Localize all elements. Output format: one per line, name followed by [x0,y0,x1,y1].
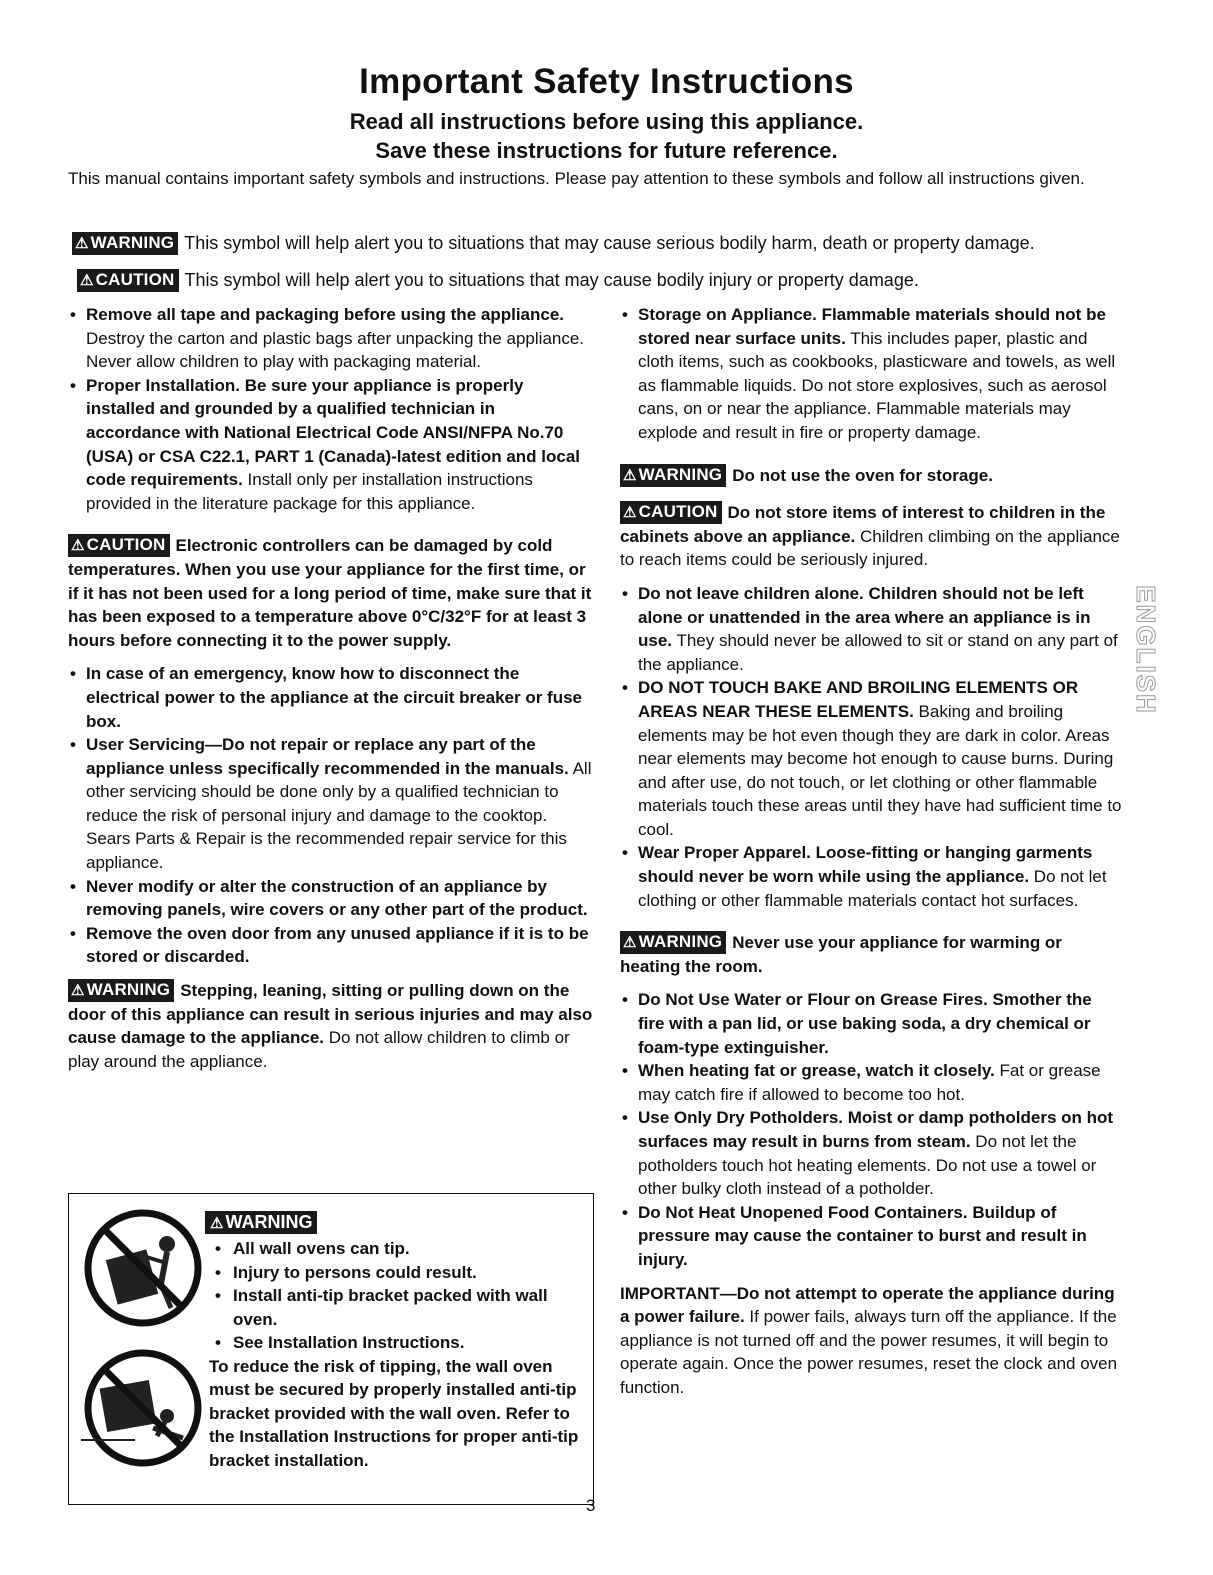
bullet-icon: • [70,305,76,324]
page-number: 3 [586,1496,596,1515]
caution-cabinets-para: ⚠ CAUTION Do not store items of interest to children in the cabinets above an appliance. Children climbing on the appliance to reach items could be seriously injured. [620,502,1120,570]
side-language-label [1127,580,1161,720]
important-power-failure-para: IMPORTANT—Do not attempt to operate the appliance during a power failure. If power fails, always turn off the appliance. If the appliance is not turned off and the power resumes, it will begin to operate again. Once the power resumes, reset the clock and oven function. [620,1283,1118,1397]
caution-electronic-para: ⚠ CAUTION Electronic controllers can be damaged by cold temperatures. When you use your appliance for the first time, or if it has not been used for a long period of time, make sure that it has been exposed to a temperature above 0°C/32°F for at least 3 hours before connecting it to the power supply. [68,535,592,650]
caution-badge: ⚠ CAUTION [68,534,170,557]
warning-badge: ⚠ WARNING [205,1211,317,1234]
bullet-icon: • [622,583,628,603]
right-column [620,303,1122,1400]
subtitle-read: Read all instructions before using this appliance. [349,109,864,134]
bullet-icon: • [215,1333,221,1352]
list-item: • In case of an emergency, know how to disconnect the electrical power to the appliance at the circuit breaker or fuse box. [70,664,582,731]
bullet-icon: • [70,664,76,684]
bullet-icon: • [622,843,628,863]
warning-badge: ⚠ WARNING [620,464,726,487]
warning-symbol-desc: This symbol will help alert you to situations that may cause serious bodily harm, death or property damage. [184,233,1035,253]
child-on-door-prohibited-icon [81,1346,206,1471]
bullet-icon: • [215,1286,221,1305]
list-item: • Injury to persons could result. [209,1261,587,1285]
warning-heating-para: ⚠ WARNING Never use your appliance for warming or heating the room. [620,932,1062,976]
warning-badge: ⚠ WARNING [72,232,178,255]
list-item: • Do not leave children alone. Children should not be left alone or unattended in the area where an appliance is in use. They should never be allowed to sit or stand on any part of the appliance. [622,583,1118,674]
list-item: • See Installation Instructions. [209,1331,587,1355]
list-item: • Remove the oven door from any unused appliance if it is to be stored or discarded. [70,923,589,967]
bullet-icon: • [70,876,76,896]
list-item: • Never modify or alter the construction of an appliance by removing panels, wire covers or any other part of the product. [70,876,588,920]
list-item: • Do Not Use Water or Flour on Grease Fires. Smother the fire with a pan lid, or use baking soda, a dry chemical or foam-type extinguisher. [622,990,1092,1057]
list-item: • Storage on Appliance. Flammable materials should not be stored near surface units. This includes paper, plastic and cloth items, such as cookbooks, plasticware and towels, as well as flammable liquids. Do not store explosives, such as aerosol cans, on or near the appliance. Flammable materials may explode and result in fire or property damage. [622,305,1116,442]
bullet-icon: • [622,1061,628,1081]
caution-badge: ⚠ CAUTION [620,501,722,524]
anti-tip-instruction: To reduce the risk of tipping, the wall oven must be secured by properly installed anti-tip bracket provided with the wall oven. Refer to the Installation Instructions for proper anti-tip bracket installation. [209,1356,579,1470]
caution-symbol-desc: This symbol will help alert you to situations that may cause bodily injury or property damage. [184,270,919,290]
caution-badge: ⚠ CAUTION [77,269,179,292]
caution-triangle-icon: ⚠ [623,504,637,522]
list-item: • Install anti-tip bracket packed with wall oven. [215,1286,548,1329]
svg-text:ENGLISH: ENGLISH [1131,585,1161,715]
warning-triangle-icon: ⚠ [75,235,89,252]
bullet-icon: • [622,305,628,324]
bullet-icon: • [215,1262,221,1282]
bullet-icon: • [622,1202,628,1222]
bullet-icon: • [622,678,628,698]
list-item: • Do Not Heat Unopened Food Containers. Buildup of pressure may cause the container to burst and result in injury. [622,1202,1087,1269]
caution-symbol-line [77,268,919,292]
warning-triangle-icon: ⚠ [623,934,637,952]
caution-triangle-icon: ⚠ [80,272,94,289]
list-item: • Wear Proper Apparel. Loose-fitting or hanging garments should never be worn while using the appliance. Do not let clothing or other flammable materials contact hot surfaces. [622,843,1107,910]
caution-triangle-icon: ⚠ [71,537,85,555]
list-item: • DO NOT TOUCH BAKE AND BROILING ELEMENTS OR AREAS NEAR THESE ELEMENTS. Baking and broiling elements may be hot even though they are dark in color. Areas near elements may become hot enough to cause burns. During and after use, do not touch, or let clothing or other flammable materials touch these areas until they have had sufficient time to cool. [622,678,1122,839]
warning-triangle-icon: ⚠ [210,1215,224,1232]
anti-tip-text [209,1237,587,1472]
list-item: • Remove all tape and packaging before using the appliance. Destroy the carton and plastic bags after unpacking the appliance. Never allow children to play with packaging material. [70,305,585,372]
bullet-icon: • [215,1239,221,1258]
list-item: • All wall ovens can tip. [209,1237,587,1261]
bullet-icon: • [622,990,628,1010]
anti-tip-warning-box [68,1193,594,1505]
bullet-icon: • [622,1108,628,1128]
bullet-icon: • [70,375,76,395]
warning-badge: ⚠ WARNING [620,931,726,954]
warning-triangle-icon: ⚠ [71,982,85,1000]
bullet-icon: • [70,735,76,755]
warning-triangle-icon: ⚠ [623,466,637,484]
bullet-icon: • [70,923,76,943]
warning-badge: ⚠ WARNING [68,979,174,1002]
warning-oven-storage-para: ⚠ WARNING Do not use the oven for storage. [620,464,1122,488]
list-item: • Use Only Dry Potholders. Moist or damp potholders on hot surfaces may result in burns from steam. Do not let the potholders touch hot heating elements. Do not use a towel or other bulky cloth instead of a potholder. [622,1108,1114,1199]
intro-text: This manual contains important safety symbols and instructions. Please pay attention to these symbols and follow all instructions given. [68,169,1085,188]
oven-tip-prohibited-icon [81,1206,206,1331]
warning-symbol-line [72,231,1035,255]
page-title: Important Safety Instructions [359,62,854,101]
left-column [68,303,593,1073]
subtitle-save: Save these instructions for future reference. [375,138,838,163]
warning-stepping-para: ⚠ WARNING Stepping, leaning, sitting or pulling down on the door of this appliance can result in serious injuries and may also cause damage to the appliance. Do not allow children to climb or play around the appliance. [68,980,593,1071]
list-item: • User Servicing—Do not repair or replace any part of the appliance unless specifically recommended in the manuals. All other servicing should be done only by a qualified technician to reduce the risk of personal injury and damage to the cooktop. Sears Parts & Repair is the recommended repair service for this appliance. [70,735,592,873]
list-item: • Proper Installation. Be sure your appliance is properly installed and grounded by a qualified technician in accordance with National Electrical Code ANSI/NFPA No.70 (USA) or CSA C22.1, PART 1 (Canada)-latest edition and local code requirements. Install only per installation instructions provided in the literature package for this appliance. [70,375,581,513]
list-item: • When heating fat or grease, watch it closely. Fat or grease may catch fire if allowed to become too hot. [622,1061,1101,1104]
